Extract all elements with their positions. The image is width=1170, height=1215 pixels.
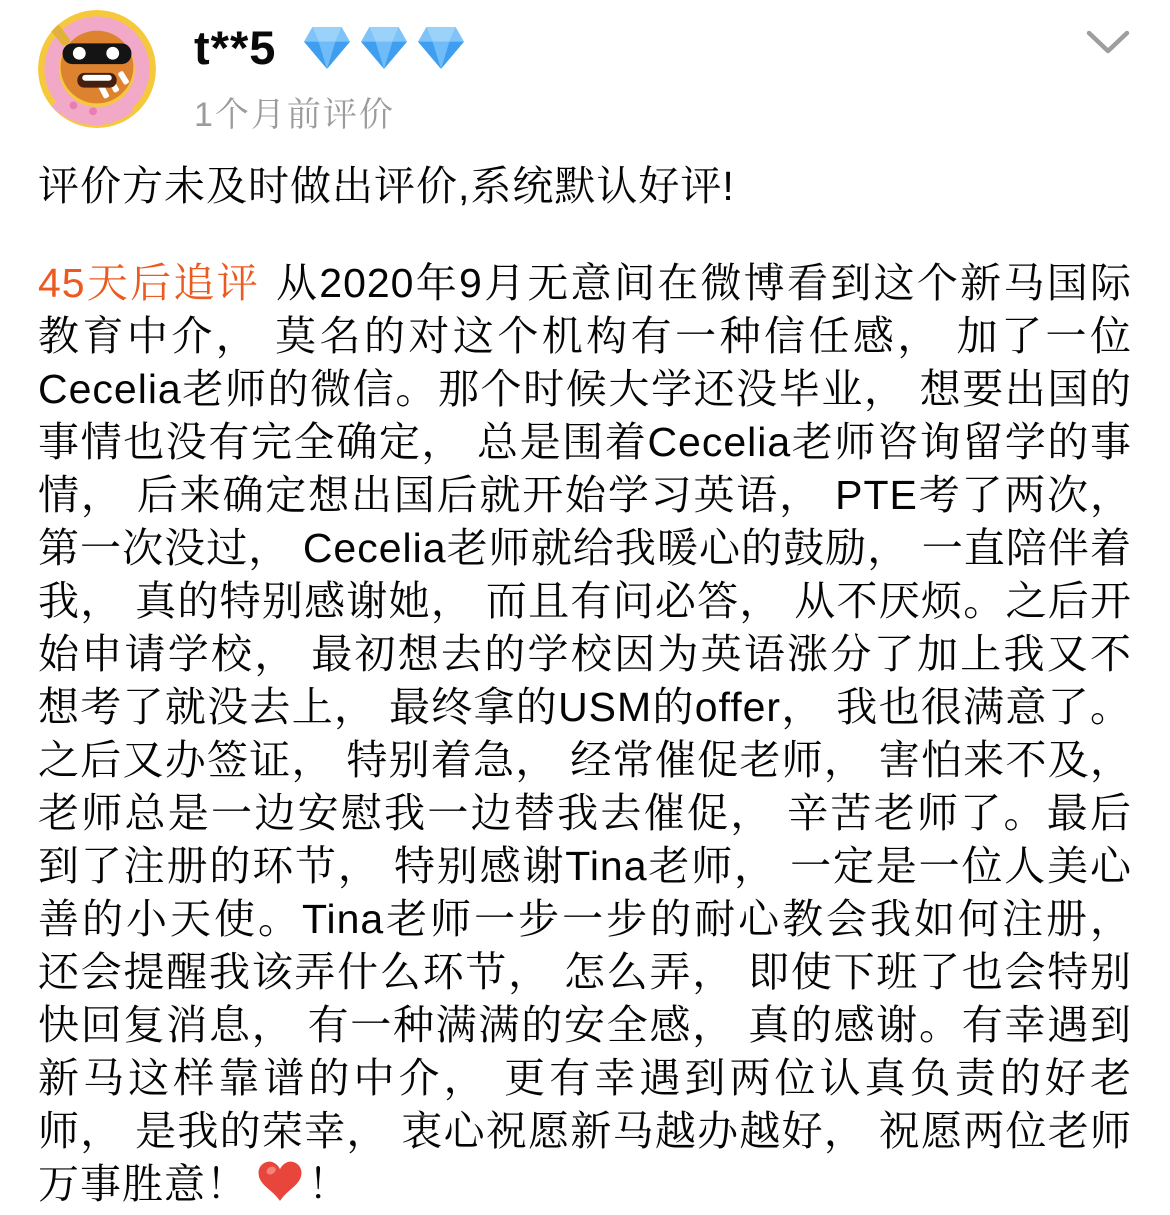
blue-diamond-icon [302, 25, 352, 71]
reviewer-username: t**5 [194, 21, 277, 74]
blue-diamond-icon [416, 25, 466, 71]
blue-diamond-icon [359, 25, 409, 71]
review-timestamp: 1个月前评价 [194, 96, 395, 134]
avatar-illustration [38, 10, 156, 128]
default-review-text: 评价方未及时做出评价,系统默认好评! [38, 163, 735, 209]
followup-suffix: ！ [308, 1161, 350, 1207]
review-header [38, 10, 1132, 136]
followup-label: 45天后追评 [38, 260, 260, 306]
reviewer-info [194, 10, 466, 136]
followup-text: 从2020年9月无意间在微博看到这个新马国际教育中介， 莫名的对这个机构有一种信任感， 加了一位Cecelia老师的微信。那个时候大学还没毕业， 想要出国的事情也没有完全确定， 总是围着Cecelia老师咨询留学的事情， 后来确定想出国后就开始学习英语， PTE考了两次， 第一次没过， Cecelia老师就给我暖心的鼓励， 一直陪伴着我， 真的特别感谢她， 而且有问必答， 从不厌烦。之后开始申请学校， 最初想去的学校因为英语涨分了加上我又不想考了就没去上， 最终拿的USM的offer， 我也很满意了。之后又办签证， 特别着急， 经常催促老师， 害怕来不及， 老师总是一边安慰我一边替我去催促， 辛苦老师了。最后到了注册的环节， 特别感谢Tina老师， 一定是一位人美心善的小天使。Tina老师一步一步的耐心教会我如何注册， 还会提醒我该弄什么环节， 怎么弄， 即使下班了也会特别快回复消息， 有一种满满的安全感， 真的感谢。有幸遇到新马这样靠谱的中介， 更有幸遇到两位认真负责的好老师， 是我的荣幸， 衷心祝愿新马越办越好， 祝愿两位老师万事胜意！ [38, 260, 1132, 1207]
followup-review [38, 257, 1132, 1215]
avatar [38, 10, 156, 128]
red-heart-icon [258, 1161, 302, 1215]
chevron-down-icon[interactable] [1086, 28, 1130, 58]
vip-diamonds [302, 25, 466, 71]
